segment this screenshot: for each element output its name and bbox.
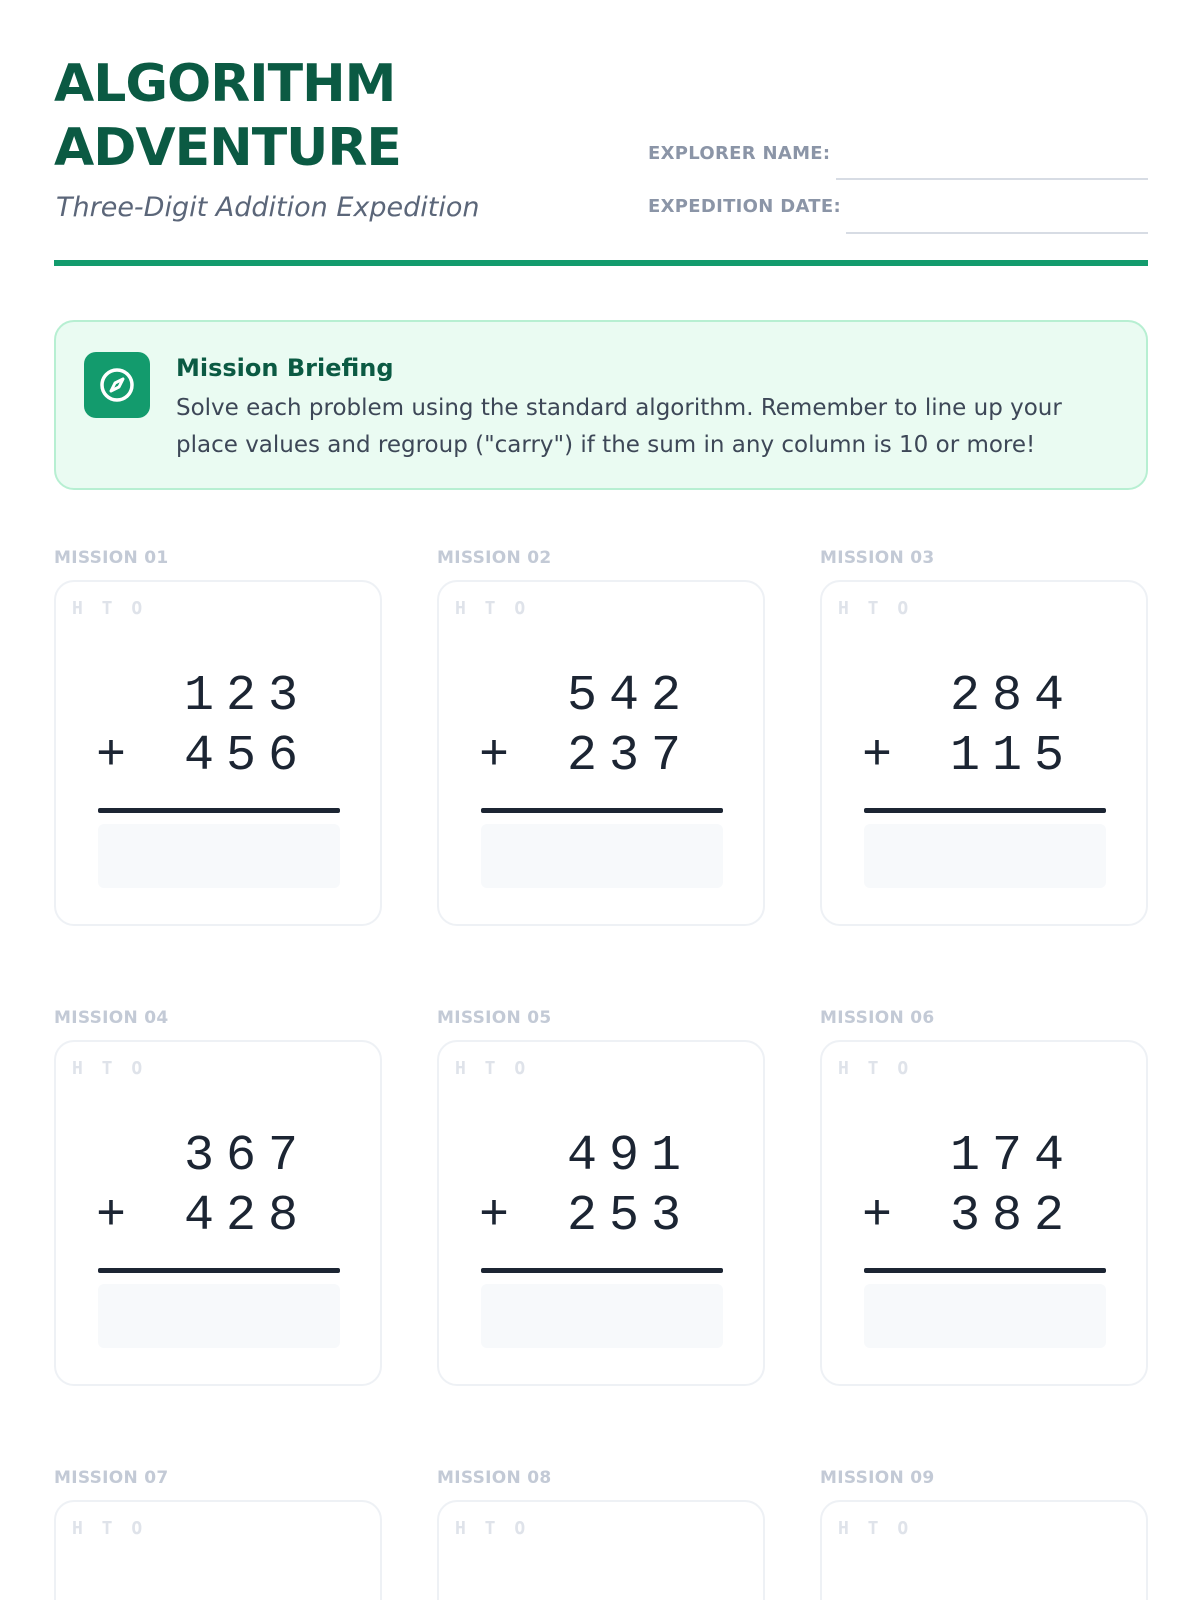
problem-card [437,1040,765,1386]
addend-bottom: 115 [950,728,1077,785]
expedition-date-label: EXPEDITION DATE: [648,196,841,217]
answer-line [864,1268,1106,1273]
explorer-name-field[interactable] [836,178,1148,180]
plus-sign: + [862,728,893,785]
problem-card [820,580,1148,926]
title-line-1: ALGORITHM [54,54,396,114]
addend-bottom: 237 [567,728,694,785]
compass-icon [84,352,150,418]
answer-line [864,808,1106,813]
problem-card [54,580,382,926]
addend-top: 123 [184,668,311,725]
answer-box[interactable] [98,824,340,888]
answer-box[interactable] [864,1284,1106,1348]
addend-top: 367 [184,1128,311,1185]
mission-label: MISSION 04 [54,1008,169,1028]
worksheet-title [54,52,401,180]
worksheet-subtitle: Three-Digit Addition Expedition [56,192,480,223]
header-divider [54,260,1148,266]
mission-label: MISSION 09 [820,1468,935,1488]
place-value-header: H T O [72,598,147,619]
mission-label: MISSION 07 [54,1468,169,1488]
place-value-header: H T O [455,598,530,619]
place-value-header: H T O [838,1058,913,1079]
mission-label: MISSION 05 [437,1008,552,1028]
answer-box[interactable] [481,824,723,888]
briefing-text: Solve each problem using the standard algorithm. Remember to line up your place values and regroup ("carry") if the sum in any column is 10 or more! [176,395,1062,458]
explorer-name-label: EXPLORER NAME: [648,143,831,164]
mission-label: MISSION 06 [820,1008,935,1028]
addend-bottom: 456 [184,728,311,785]
answer-line [481,1268,723,1273]
addend-bottom: 428 [184,1188,311,1245]
mission-label: MISSION 08 [437,1468,552,1488]
place-value-header: H T O [838,598,913,619]
place-value-header: H T O [455,1518,530,1539]
plus-sign: + [479,1188,510,1245]
answer-line [98,1268,340,1273]
answer-box[interactable] [864,824,1106,888]
place-value-header: H T O [72,1518,147,1539]
problem-card [54,1040,382,1386]
plus-sign: + [96,1188,127,1245]
place-value-header: H T O [838,1518,913,1539]
answer-line [98,808,340,813]
problem-card [820,1040,1148,1386]
problem-card [437,1500,765,1600]
mission-label: MISSION 03 [820,548,935,568]
answer-line [481,808,723,813]
mission-label: MISSION 02 [437,548,552,568]
plus-sign: + [479,728,510,785]
problem-card [437,580,765,926]
addend-bottom: 253 [567,1188,694,1245]
answer-box[interactable] [98,1284,340,1348]
briefing-title: Mission Briefing [176,354,394,382]
addend-top: 174 [950,1128,1077,1185]
problem-card [820,1500,1148,1600]
place-value-header: H T O [72,1058,147,1079]
addend-top: 284 [950,668,1077,725]
mission-label: MISSION 01 [54,548,169,568]
place-value-header: H T O [455,1058,530,1079]
addend-bottom: 382 [950,1188,1077,1245]
plus-sign: + [862,1188,893,1245]
problem-card [54,1500,382,1600]
addend-top: 542 [567,668,694,725]
answer-box[interactable] [481,1284,723,1348]
plus-sign: + [96,728,127,785]
title-line-2: ADVENTURE [54,118,401,178]
expedition-date-field[interactable] [846,232,1148,234]
addend-top: 491 [567,1128,694,1185]
mission-briefing-panel [54,320,1148,490]
